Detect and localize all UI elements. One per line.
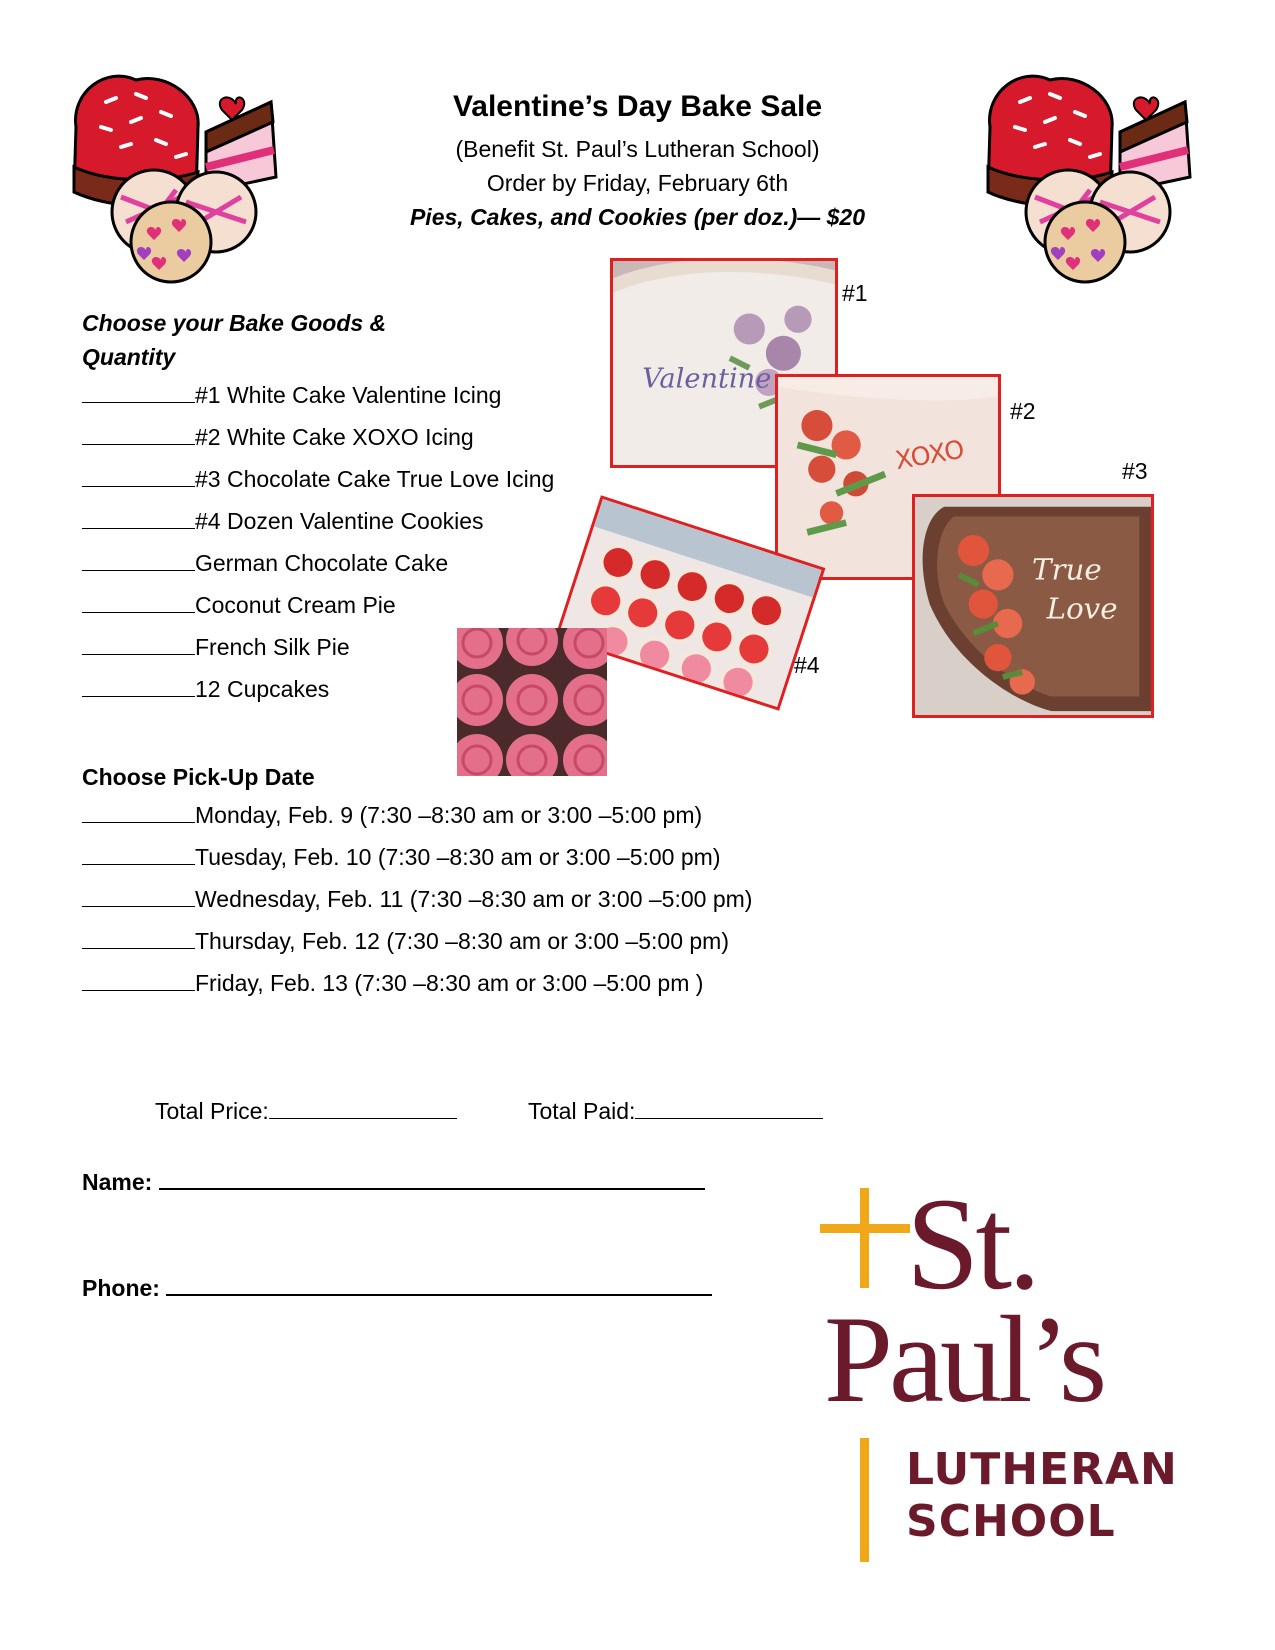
quantity-blank[interactable]: [82, 464, 195, 487]
quantity-blank[interactable]: [82, 422, 195, 445]
bake-item-label: French Silk Pie: [195, 634, 350, 660]
pickup-date-label: Tuesday, Feb. 10 (7:30 –8:30 am or 3:00 –5:00 pm): [195, 844, 721, 870]
date-blank[interactable]: [82, 968, 195, 991]
pickup-heading: Choose Pick-Up Date: [82, 764, 315, 790]
total-price-field: [155, 1096, 457, 1125]
total-price-label: Total Price:: [155, 1098, 269, 1124]
quantity-blank[interactable]: [82, 548, 195, 571]
bake-item-5: [82, 548, 448, 577]
pickup-date-3: [82, 884, 752, 913]
total-paid-label: Total Paid:: [528, 1098, 636, 1124]
logo-st: St.: [906, 1170, 1038, 1317]
quantity-blank[interactable]: [82, 674, 195, 697]
cross-top-icon: [860, 1188, 869, 1288]
bake-item-label: #1 White Cake Valentine Icing: [195, 382, 502, 408]
cross-bar-icon: [820, 1224, 910, 1233]
name-input[interactable]: [159, 1166, 705, 1190]
photo-cupcakes: [457, 628, 607, 776]
bake-item-4: [82, 506, 484, 535]
quantity-blank[interactable]: [82, 590, 195, 613]
photo-label-1: #1: [842, 280, 868, 306]
quantity-blank[interactable]: [82, 506, 195, 529]
page-title: Valentine’s Day Bake Sale: [452, 90, 823, 123]
pickup-date-label: Monday, Feb. 9 (7:30 –8:30 am or 3:00 –5:00 pm): [195, 802, 703, 828]
cake-3-lettering-1: True: [1032, 552, 1102, 587]
pickup-date-5: [82, 968, 703, 997]
name-field: [82, 1166, 705, 1196]
pickup-date-label: Thursday, Feb. 12 (7:30 –8:30 am or 3:00 –5:00 pm): [195, 928, 729, 954]
bake-item-label: #4 Dozen Valentine Cookies: [195, 508, 484, 534]
logo-lutheran: LUTHERAN: [906, 1444, 1178, 1495]
photo-label-2: #2: [1010, 398, 1036, 424]
bake-item-6: [82, 590, 396, 619]
photo-cake-3: [912, 494, 1154, 718]
photo-label-3: #3: [1122, 458, 1148, 484]
cross-bottom-icon: [860, 1438, 869, 1562]
name-label: Name:: [82, 1169, 153, 1195]
bake-item-8: [82, 674, 329, 703]
pickup-date-label: Wednesday, Feb. 11 (7:30 –8:30 am or 3:00 –5:00 pm): [195, 886, 753, 912]
total-paid-input[interactable]: [635, 1096, 823, 1119]
phone-field: [82, 1272, 712, 1302]
date-blank[interactable]: [82, 884, 195, 907]
cake-2-lettering: XOXO: [892, 434, 967, 476]
bake-item-7: [82, 632, 350, 661]
bake-item-3: [82, 464, 554, 493]
bake-item-label: Coconut Cream Pie: [195, 592, 396, 618]
bake-item-label: 12 Cupcakes: [195, 676, 330, 702]
bake-item-label: #2 White Cake XOXO Icing: [195, 424, 474, 450]
school-logo: [820, 1170, 1220, 1570]
pickup-date-4: [82, 926, 729, 955]
logo-pauls: Paul’s: [824, 1291, 1104, 1428]
phone-input[interactable]: [166, 1272, 712, 1296]
bake-goods-heading: Choose your Bake Goods &: [82, 310, 387, 336]
bake-item-1: [82, 380, 501, 409]
photo-label-4: #4: [794, 652, 820, 678]
total-paid-field: [528, 1096, 823, 1125]
phone-label: Phone:: [82, 1275, 160, 1301]
date-blank[interactable]: [82, 800, 195, 823]
benefit-subtitle: (Benefit St. Paul’s Lutheran School): [455, 136, 820, 162]
pickup-date-label: Friday, Feb. 13 (7:30 –8:30 am or 3:00 –5:00 pm ): [195, 970, 704, 996]
bake-item-label: #3 Chocolate Cake True Love Icing: [195, 466, 555, 492]
date-blank[interactable]: [82, 926, 195, 949]
order-deadline: Order by Friday, February 6th: [486, 170, 789, 196]
bake-goods-heading-2: Quantity: [82, 344, 176, 370]
quantity-blank[interactable]: [82, 380, 195, 403]
date-blank[interactable]: [82, 842, 195, 865]
quantity-blank[interactable]: [82, 632, 195, 655]
cake-1-lettering: Valentine: [642, 363, 772, 395]
pricing-line: Pies, Cakes, and Cookies (per doz.)— $20: [409, 204, 866, 230]
bake-item-2: [82, 422, 474, 451]
logo-school: SCHOOL: [906, 1496, 1116, 1547]
total-price-input[interactable]: [269, 1096, 457, 1119]
pickup-date-1: [82, 800, 702, 829]
bake-item-label: German Chocolate Cake: [195, 550, 449, 576]
pickup-date-2: [82, 842, 720, 871]
cake-3-lettering-2: Love: [1046, 591, 1118, 626]
